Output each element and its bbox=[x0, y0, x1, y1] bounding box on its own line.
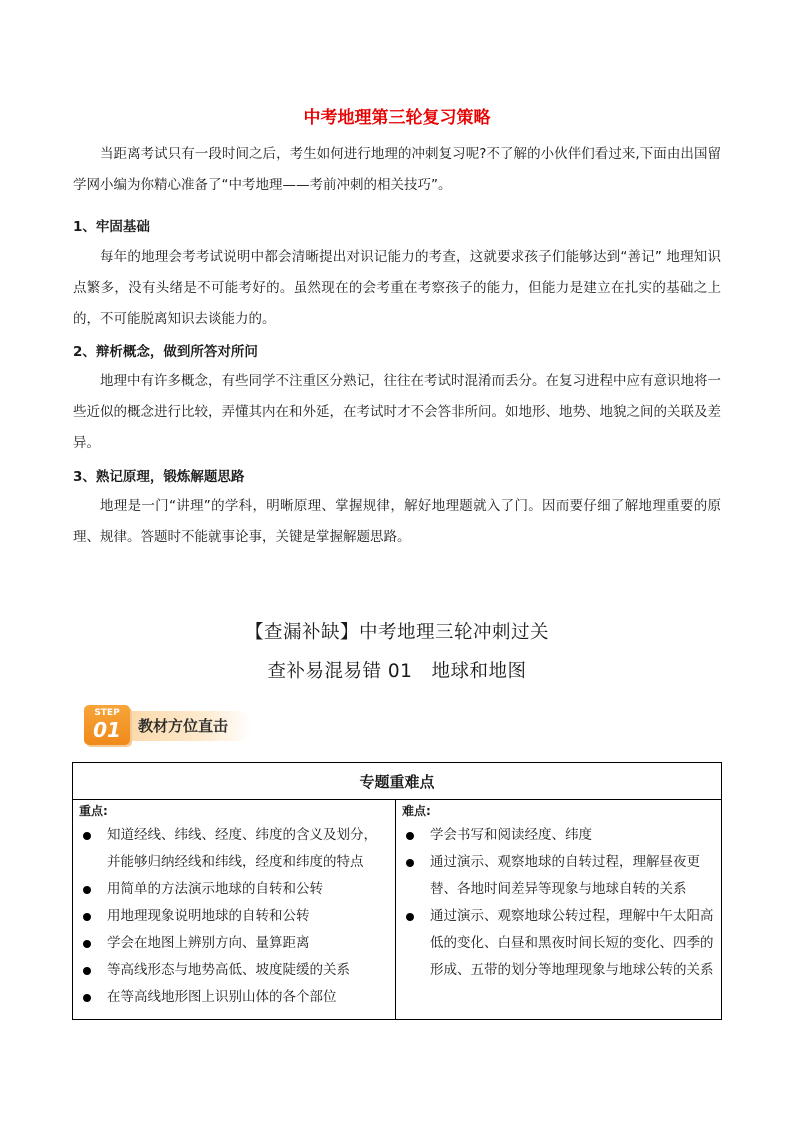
key-points-table bbox=[72, 762, 722, 1020]
step-banner bbox=[84, 705, 252, 747]
key-points-column bbox=[73, 800, 396, 1020]
step-label: 教材方位直击 bbox=[138, 717, 229, 735]
list-item: 知道经线、纬线、经度、纬度的含义及划分，并能够归纳经线和纬线，经度和纬度的特点 bbox=[79, 822, 389, 876]
list-item: 用简单的方法演示地球的自转和公转 bbox=[79, 876, 389, 903]
list-item: 通过演示、观察地球公转过程，理解中午太阳高低的变化、白昼和黑夜时间长短的变化、四季的形成、五带的划分等地理现象与地球公转的关系 bbox=[402, 903, 715, 984]
difficult-points-header: 难点: bbox=[402, 804, 431, 818]
key-points-list bbox=[79, 822, 389, 1011]
table-body-row bbox=[73, 800, 722, 1020]
table-title: 专题重难点 bbox=[73, 763, 722, 800]
list-item: 学会在地图上辨别方向、量算距离 bbox=[79, 930, 389, 957]
section-1-body: 每年的地理会考考试说明中都会清晰提出对识记能力的考查，这就要求孩子们能够达到“善记” 地理知识点繁多，没有头绪是不可能考好的。虽然现在的会考重在考察孩子的能力，但能力是建立在扎实的基础之上的，不可能脱离知识去谈能力的。 bbox=[73, 249, 721, 327]
section-2-heading: 2、辩析概念，做到所答对所问 bbox=[73, 344, 258, 360]
table-title-row bbox=[73, 763, 722, 800]
list-item: 通过演示、观察地球的自转过程，理解昼夜更替、各地时间差异等现象与地球自转的关系 bbox=[402, 849, 715, 903]
big-title-review: 【查漏补缺】中考地理三轮冲刺过关 bbox=[244, 622, 549, 643]
section-3-heading: 3、熟记原理，锻炼解题思路 bbox=[73, 469, 245, 485]
step-word: STEP bbox=[94, 708, 120, 718]
key-points-header: 重点: bbox=[79, 804, 108, 818]
section-2-body: 地理中有许多概念，有些同学不注重区分熟记，往往在考试时混淆而丢分。在复习进程中应有意识地将一些近似的概念进行比较，弄懂其内在和外延，在考试时才不会答非所问。如地形、地势、地貌之间的关联及差异。 bbox=[73, 373, 721, 451]
difficult-points-list bbox=[402, 822, 715, 984]
step-number: 01 bbox=[93, 718, 121, 742]
step-badge bbox=[84, 705, 130, 745]
list-item: 用地理现象说明地球的自转和公转 bbox=[79, 903, 389, 930]
section-1-heading: 1、牢固基础 bbox=[73, 219, 150, 235]
difficult-points-column bbox=[396, 800, 722, 1020]
section-3-body: 地理是一门“讲理”的学科，明晰原理、掌握规律，解好地理题就入了门。因而要仔细了解地理重要的原理、规律。答题时不能就事论事，关键是掌握解题思路。 bbox=[73, 498, 721, 545]
big-title-topic: 查补易混易错 01 地球和地图 bbox=[267, 661, 527, 682]
list-item: 等高线形态与地势高低、坡度陡缓的关系 bbox=[79, 957, 389, 984]
page-title: 中考地理第三轮复习策略 bbox=[303, 108, 491, 128]
list-item: 学会书写和阅读经度、纬度 bbox=[402, 822, 715, 849]
list-item: 在等高线地形图上识别山体的各个部位 bbox=[79, 984, 389, 1011]
intro-paragraph: 当距离考试只有一段时间之后，考生如何进行地理的冲刺复习呢?不了解的小伙伴们看过来,下面由出国留学网小编为你精心准备了“中考地理——考前冲刺的相关技巧”。 bbox=[73, 146, 721, 193]
